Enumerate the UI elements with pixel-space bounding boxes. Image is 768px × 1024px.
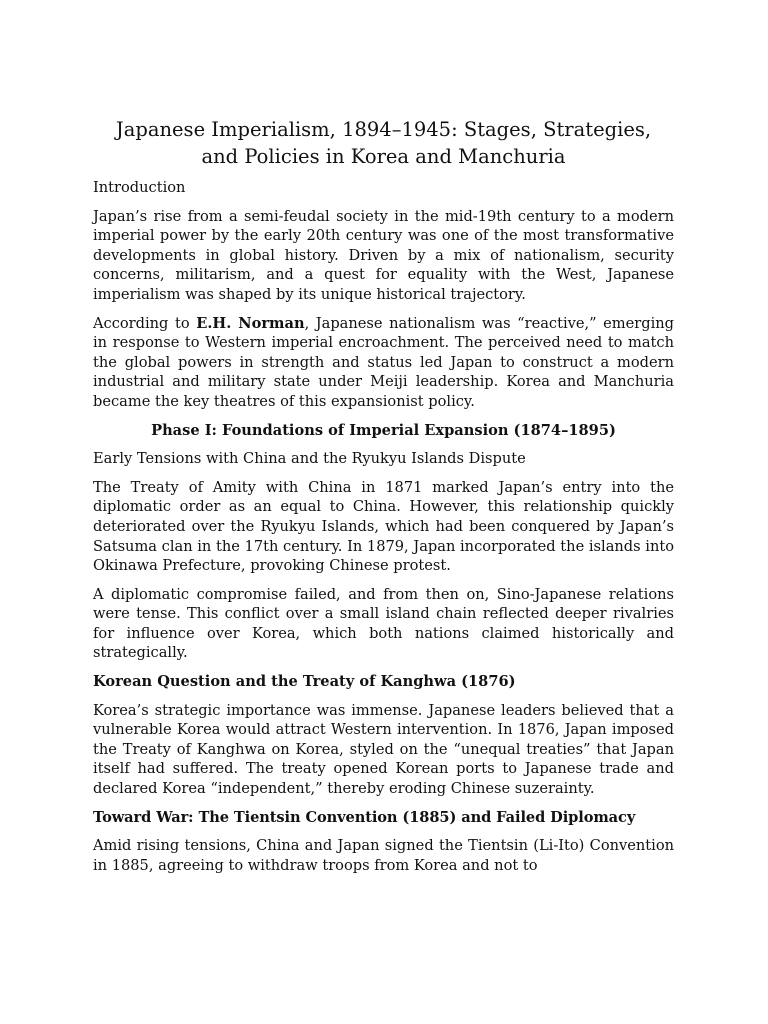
- kanghwa-paragraph: Korea’s strategic importance was immense. Japanese leaders believed that a vulnerable Korea would attract Western intervention. In 1876, Japan imposed the Treaty of Kanghwa on Korea, styled on the “unequal treaties” that Japan itself had suffered. The treaty opened Korean ports to Japanese trade and declared Korea “independent,” thereby eroding Chinese suzerainty.: [93, 701, 674, 798]
- kanghwa-heading: Korean Question and the Treaty of Kanghwa (1876): [93, 673, 516, 691]
- tientsin-paragraph: Amid rising tensions, China and Japan signed the Tientsin (Li-Ito) Convention in 1885, agreeing to withdraw troops from Korea and not to: [93, 837, 674, 874]
- norman-suffix: , Japanese nationalism was “reactive,” emerging in response to Western imperial encroachment. The perceived need to match the global powers in strength and status led Japan to construct a modern industrial and military state under Meiji leadership. Korea and Manchuria became the key theatres of this expansionist policy.: [93, 314, 675, 410]
- author-name: E.H. Norman: [196, 314, 305, 332]
- title-line-2: and Policies in Korea and Manchuria: [201, 145, 566, 168]
- title-line-1: Japanese Imperialism, 1894–1945: Stages, Strategies,: [115, 118, 652, 141]
- compromise-paragraph: A diplomatic compromise failed, and from then on, Sino-Japanese relations were tense. This conflict over a small island chain reflected deeper rivalries for influence over Korea, which both nations claimed historically and strategically.: [93, 585, 674, 662]
- introduction-paragraph: Japan’s rise from a semi-feudal society in the mid-19th century to a modern imperial power by the early 20th century was one of the most transformative developments in global history. Driven by a mix of nationalism, security concerns, militarism, and a quest for equality with the West, Japanese imperialism was shaped by its unique historical trajectory.: [93, 207, 674, 303]
- amity-paragraph: The Treaty of Amity with China in 1871 marked Japan’s entry into the diplomatic order as an equal to China. However, this relationship quickly deteriorated over the Ryukyu Islands, which had been conquered by Japan’s Satsuma clan in the 17th century. In 1879, Japan incorporated the islands into Okinawa Prefecture, provoking Chinese protest.: [93, 478, 674, 575]
- document-title: [93, 116, 674, 170]
- tientsin-heading: Toward War: The Tientsin Convention (1885) and Failed Diplomacy: [93, 808, 636, 826]
- norman-paragraph: [93, 314, 674, 412]
- ryukyu-heading: Early Tensions with China and the Ryukyu Islands Dispute: [93, 450, 526, 468]
- phase-one-heading: Phase I: Foundations of Imperial Expansion (1874–1895): [151, 421, 616, 439]
- introduction-heading: Introduction: [93, 179, 186, 196]
- norman-prefix: According to: [93, 314, 197, 332]
- document-content: [93, 116, 674, 884]
